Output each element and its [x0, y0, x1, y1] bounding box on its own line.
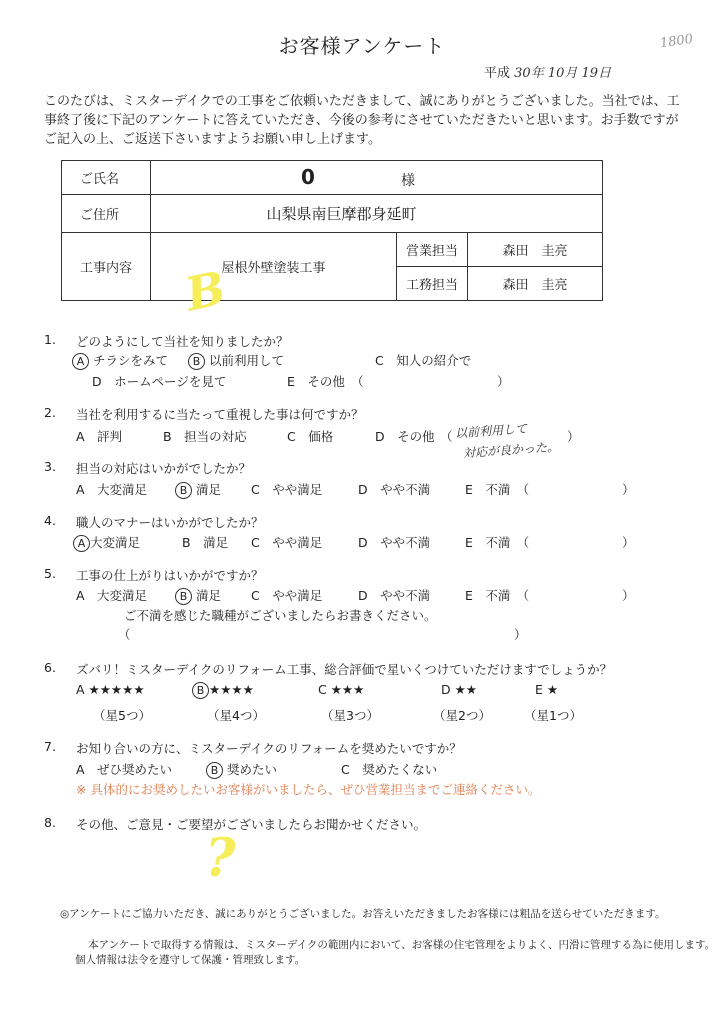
- q4-number: 4.: [44, 513, 56, 528]
- q6-option-a: A ★★★★★: [76, 682, 145, 697]
- q4-a-circle: A: [73, 535, 90, 552]
- date-prefix: 平成: [484, 66, 511, 81]
- name-label: ご氏名: [62, 161, 151, 195]
- q5-option-e: E 不満 （: [465, 588, 530, 603]
- q6-option-d: D ★★: [441, 682, 478, 697]
- q1-number: 1.: [44, 332, 56, 347]
- address-value: 山梨県南巨摩郡身延町: [151, 195, 603, 233]
- highlight-question-mark: ?: [205, 828, 236, 889]
- q5-option-c: C やや満足: [251, 588, 323, 603]
- q2-option-b: B 担当の対応: [163, 429, 247, 444]
- customer-info-table: [61, 160, 603, 301]
- q5-sub-close: ）: [514, 627, 527, 642]
- q5-number: 5.: [44, 566, 56, 581]
- q1-option-a: A チラシをみて: [72, 351, 168, 370]
- q3-option-e: E 不満 （: [465, 482, 530, 497]
- construction-value: 森田 圭亮: [468, 267, 603, 301]
- q1-option-e: E その他 （: [287, 374, 364, 389]
- q8-number: 8.: [44, 815, 56, 830]
- q7-option-c: C 奨めたくない: [341, 762, 438, 777]
- q2-option-d: D その他: [375, 429, 435, 444]
- q4-option-e: E 不満 （: [465, 535, 530, 550]
- q6-question: ズバリ！ミスターデイクのリフォーム工事、総合評価で星いくつけていただけますでしょうか？: [76, 662, 613, 677]
- q3-option-d: D やや不満: [358, 482, 431, 497]
- q5-option-d: D やや不満: [358, 588, 431, 603]
- address-label: ご住所: [62, 195, 151, 233]
- footer-privacy-2: 個人情報は法令を遵守して保護・管理致します。: [75, 954, 306, 966]
- q1-question: どのようにして当社を知りましたか？: [76, 334, 289, 349]
- q5-option-b: B 満足: [175, 586, 221, 605]
- q7-b-circle: B: [206, 762, 223, 779]
- q6-label-b: （星4つ）: [207, 708, 265, 723]
- name-suffix: 様: [401, 173, 415, 189]
- q1-a-circle: A: [72, 353, 89, 370]
- q6-label-d: （星2つ）: [433, 708, 491, 723]
- q6-label-a: （星5つ）: [93, 708, 151, 723]
- q5-option-a: A 大変満足: [76, 588, 148, 603]
- q5-sub-open: （: [118, 627, 131, 642]
- q3-option-b: B 満足: [175, 480, 221, 499]
- q5-option-e-close: ）: [622, 588, 635, 603]
- q2-number: 2.: [44, 405, 56, 420]
- q7-option-b: B 奨めたい: [206, 760, 277, 779]
- intro-text: このたびは、ミスターデイクでの工事をご依頼いただきまして、誠にありがとうございました。当社では、工事終了後に下記のアンケートに答えていただき、今後の参考にさせていただきたいと思います。お手数ですがご記入の上、ご返送下さいますようお願い申し上げます。: [44, 94, 680, 147]
- construction-label: 工務担当: [397, 267, 468, 301]
- q5-b-circle: B: [175, 588, 192, 605]
- q2-handwritten-note-2: 対応が良かった。: [462, 439, 560, 461]
- corner-note: 1800: [659, 31, 694, 52]
- q5-sub-question: ご不満を感じた職種がございましたらお書きください。: [124, 608, 437, 623]
- highlight-b-mark: B: [180, 260, 231, 322]
- sales-label: 営業担当: [397, 233, 468, 267]
- q6-option-e: E ★: [535, 682, 559, 697]
- q2-question: 当社を利用するに当たって重視した事は何ですか？: [76, 407, 364, 422]
- date-line: [484, 62, 611, 81]
- q2-d-open: （: [440, 429, 453, 444]
- q4-option-a: A 大変満足: [73, 533, 140, 552]
- q1-option-e-close: ）: [497, 374, 510, 389]
- q1-option-d: D ホームページを見て: [92, 374, 227, 389]
- q4-option-d: D やや不満: [358, 535, 431, 550]
- q7-question: お知り合いの方に、ミスターデイクのリフォームを奨めたいですか？: [76, 741, 462, 756]
- name-cell: [151, 161, 603, 195]
- q7-note: ※ 具体的にお奨めしたいお客様がいましたら、ぜひ営業担当までご連絡ください。: [76, 782, 541, 797]
- q1-option-b: B 以前利用して: [188, 351, 284, 370]
- work-label: 工事内容: [62, 233, 151, 301]
- q4-option-b: B 満足: [182, 535, 229, 550]
- date-value: 30年 10月 19日: [514, 66, 612, 81]
- q6-option-c: C ★★★: [318, 682, 365, 697]
- q6-b-circle: B: [192, 682, 209, 699]
- q7-number: 7.: [44, 739, 56, 754]
- q1-b-circle: B: [188, 353, 205, 370]
- footer-thanks: ◎アンケートにご協力いただき、誠にありがとうございました。お答えいただきましたお客様には粗品を送らせていただきます。: [60, 908, 666, 920]
- page-title: お客様アンケート: [278, 34, 446, 58]
- q8-question: その他、ご意見・ご要望がございましたらお聞かせください。: [76, 817, 427, 832]
- name-value: 0: [301, 165, 315, 189]
- q6-number: 6.: [44, 660, 56, 675]
- sales-value: 森田 圭亮: [468, 233, 603, 267]
- q2-d-close: ）: [567, 429, 580, 444]
- q6-label-c: （星3つ）: [321, 708, 379, 723]
- q3-option-a: A 大変満足: [76, 482, 148, 497]
- q3-b-circle: B: [175, 482, 192, 499]
- q6-option-b: B ★★★★: [192, 682, 254, 699]
- work-value: 屋根外壁塗装工事: [151, 233, 397, 301]
- q3-number: 3.: [44, 459, 56, 474]
- q3-option-e-close: ）: [622, 482, 635, 497]
- q4-option-e-close: ）: [622, 535, 635, 550]
- q2-handwritten-note-1: 以前利用して: [454, 421, 528, 441]
- q2-option-c: C 価格: [287, 429, 334, 444]
- q4-question: 職人のマナーはいかがでしたか？: [76, 515, 264, 530]
- q4-option-c: C やや満足: [251, 535, 323, 550]
- q7-option-a: A ぜひ奨めたい: [76, 762, 173, 777]
- q5-question: 工事の仕上がりはいかがですか？: [76, 568, 264, 583]
- q1-option-c: C 知人の紹介で: [375, 353, 472, 368]
- q3-question: 担当の対応はいかがでしたか？: [76, 461, 252, 476]
- q6-label-e: （星1つ）: [524, 708, 582, 723]
- footer-privacy-1: 本アンケートで取得する情報は、ミスターデイクの範囲内において、お客様の住宅管理をよりよく、円滑に管理する為に使用します。: [88, 939, 716, 951]
- q2-option-a: A 評判: [76, 429, 123, 444]
- q3-option-c: C やや満足: [251, 482, 323, 497]
